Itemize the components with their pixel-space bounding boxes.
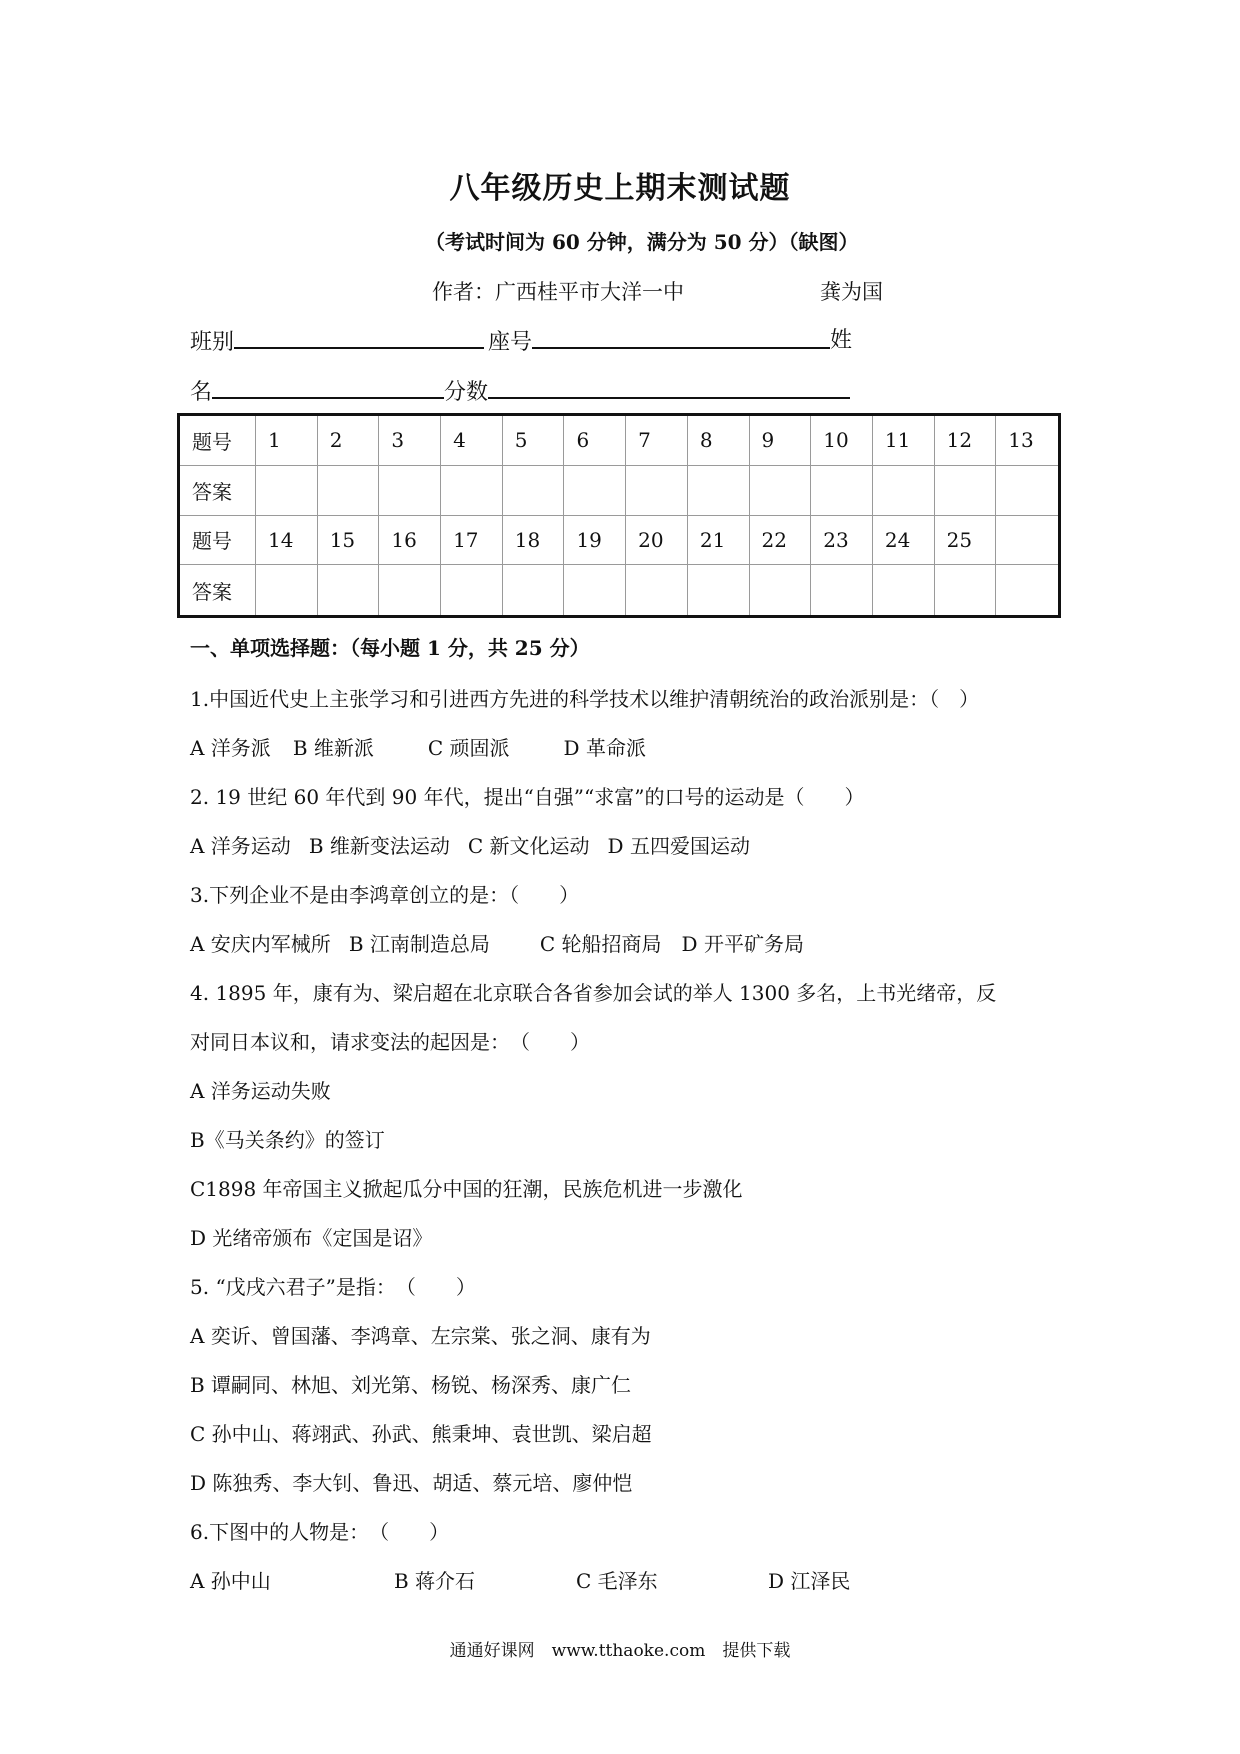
question-2: 2. 19 世纪 60 年代到 90 年代，提出“自强”“求富”的口号的运动是（ ） — [190, 785, 865, 809]
question-6: 6.下图中的人物是： （ ） — [190, 1520, 450, 1544]
option-d: D 开平矿务局 — [681, 932, 804, 956]
question-number-cell: 10 — [811, 416, 873, 466]
answer-cell[interactable] — [503, 466, 565, 516]
option-b: B 维新变法运动 — [308, 834, 450, 858]
option-a: A 洋务派 — [190, 736, 271, 760]
author-label: 作者：广西桂平市大洋一中 — [432, 280, 684, 304]
exam-subtitle: （考试时间为 60 分钟，满分为 50 分）（缺图） — [425, 230, 859, 254]
question-number-cell: 16 — [379, 516, 441, 566]
question-5-option-a: A 奕䜣、曾国藩、李鸿章、左宗棠、张之洞、康有为 — [190, 1324, 651, 1348]
section-title: 一、单项选择题：（每小题 1 分，共 25 分） — [190, 636, 590, 660]
question-4-line1: 4. 1895 年，康有为、梁启超在北京联合各省参加会试的举人 1300 多名，上书光绪帝，反 — [190, 981, 997, 1005]
seat-field — [488, 323, 830, 356]
question-3-options — [190, 928, 804, 957]
answer-cell[interactable] — [688, 565, 750, 615]
answer-cell[interactable] — [441, 565, 503, 615]
answer-cell[interactable] — [441, 466, 503, 516]
option-a: A 安庆内军械所 — [190, 932, 331, 956]
answer-cell[interactable] — [688, 466, 750, 516]
answer-cell[interactable] — [318, 565, 380, 615]
question-2-options — [190, 830, 750, 859]
table-row-label: 题号 — [180, 416, 256, 466]
score-field — [444, 373, 850, 406]
question-number-cell: 18 — [503, 516, 565, 566]
question-number-cell: 25 — [935, 516, 997, 566]
question-5-option-c: C 孙中山、蒋翊武、孙武、熊秉坤、袁世凯、梁启超 — [190, 1422, 652, 1446]
question-number-cell: 5 — [503, 416, 565, 466]
seat-label: 座号 — [488, 330, 533, 355]
question-number-cell: 21 — [688, 516, 750, 566]
question-number-cell: 19 — [564, 516, 626, 566]
question-4-option-d: D 光绪帝颁布《定国是诏》 — [190, 1226, 433, 1250]
question-6-option-b: B 蒋介石 — [394, 1569, 476, 1593]
question-5-option-b: B 谭嗣同、林旭、刘光第、杨锐、杨深秀、康广仁 — [190, 1373, 632, 1397]
question-number-cell: 23 — [811, 516, 873, 566]
score-blank[interactable] — [488, 373, 850, 399]
answer-cell[interactable] — [996, 565, 1058, 615]
question-4-line2: 对同日本议和，请求变法的起因是： （ ） — [190, 1030, 590, 1054]
author-name: 龚为国 — [820, 280, 883, 304]
question-6-option-d: D 江泽民 — [768, 1569, 851, 1593]
question-6-option-a: A 孙中山 — [190, 1569, 271, 1593]
score-label: 分数 — [444, 380, 489, 405]
answer-cell[interactable] — [379, 565, 441, 615]
answer-cell[interactable] — [256, 565, 318, 615]
question-number-cell: 3 — [379, 416, 441, 466]
answer-cell[interactable] — [750, 466, 812, 516]
answer-cell[interactable] — [318, 466, 380, 516]
question-number-cell: 13 — [996, 416, 1058, 466]
question-number-cell: 8 — [688, 416, 750, 466]
option-b: B 江南制造总局 — [348, 932, 490, 956]
question-number-cell: 15 — [318, 516, 380, 566]
question-number-cell: 17 — [441, 516, 503, 566]
question-3: 3.下列企业不是由李鸿章创立的是：（ ） — [190, 883, 580, 907]
answer-cell[interactable] — [379, 466, 441, 516]
seat-blank[interactable] — [532, 323, 830, 349]
question-number-cell: 1 — [256, 416, 318, 466]
question-5-option-d: D 陈独秀、李大钊、鲁迅、胡适、蔡元培、廖仲恺 — [190, 1471, 633, 1495]
table-row-label: 答案 — [180, 466, 256, 516]
name-blank[interactable] — [212, 373, 444, 399]
answer-cell[interactable] — [873, 466, 935, 516]
answer-cell[interactable] — [811, 565, 873, 615]
question-4-option-a: A 洋务运动失败 — [190, 1079, 331, 1103]
question-number-cell: 4 — [441, 416, 503, 466]
answer-cell[interactable] — [626, 466, 688, 516]
answer-cell[interactable] — [626, 565, 688, 615]
question-number-cell: 7 — [626, 416, 688, 466]
class-blank[interactable] — [234, 323, 484, 349]
question-number-cell: 9 — [750, 416, 812, 466]
question-number-cell: 24 — [873, 516, 935, 566]
answer-cell[interactable] — [503, 565, 565, 615]
answer-cell[interactable] — [256, 466, 318, 516]
question-1: 1.中国近代史上主张学习和引进西方先进的科学技术以维护清朝统治的政治派别是：（ ） — [190, 687, 980, 711]
name-field — [190, 373, 444, 406]
option-c: C 轮船招商局 — [539, 932, 662, 956]
option-c: C 新文化运动 — [467, 834, 590, 858]
option-c: C 顽固派 — [427, 736, 510, 760]
answer-table — [177, 413, 1061, 618]
question-5: 5. “戊戌六君子”是指： （ ） — [190, 1275, 476, 1299]
option-a: A 洋务运动 — [190, 834, 291, 858]
name-label-part1: 姓 — [830, 328, 853, 353]
question-number-cell: 11 — [873, 416, 935, 466]
page-title: 八年级历史上期末测试题 — [449, 171, 791, 206]
answer-cell[interactable] — [935, 565, 997, 615]
question-number-cell: 2 — [318, 416, 380, 466]
question-number-cell: 22 — [750, 516, 812, 566]
option-d: D 革命派 — [563, 736, 646, 760]
footer-text: 通通好课网 www.tthaoke.com 提供下载 — [449, 1641, 791, 1661]
option-d: D 五四爱国运动 — [607, 834, 750, 858]
table-row-label: 答案 — [180, 565, 256, 615]
question-number-cell: 12 — [935, 416, 997, 466]
answer-cell[interactable] — [873, 565, 935, 615]
question-number-cell — [996, 516, 1058, 566]
question-number-cell: 6 — [564, 416, 626, 466]
name-label-part2: 名 — [190, 380, 213, 405]
question-1-options — [190, 732, 646, 761]
option-b: B 维新派 — [292, 736, 374, 760]
question-4-option-c: C1898 年帝国主义掀起瓜分中国的狂潮，民族危机进一步激化 — [190, 1177, 743, 1201]
answer-cell[interactable] — [750, 565, 812, 615]
question-6-option-c: C 毛泽东 — [576, 1569, 658, 1593]
answer-cell[interactable] — [935, 466, 997, 516]
class-label: 班别 — [190, 330, 235, 355]
question-4-option-b: B《马关条约》的签订 — [190, 1128, 385, 1152]
question-number-cell: 14 — [256, 516, 318, 566]
answer-cell[interactable] — [564, 466, 626, 516]
answer-cell[interactable] — [564, 565, 626, 615]
question-number-cell: 20 — [626, 516, 688, 566]
answer-cell[interactable] — [996, 466, 1058, 516]
class-field — [190, 323, 484, 356]
table-row-label: 题号 — [180, 516, 256, 566]
answer-cell[interactable] — [811, 466, 873, 516]
